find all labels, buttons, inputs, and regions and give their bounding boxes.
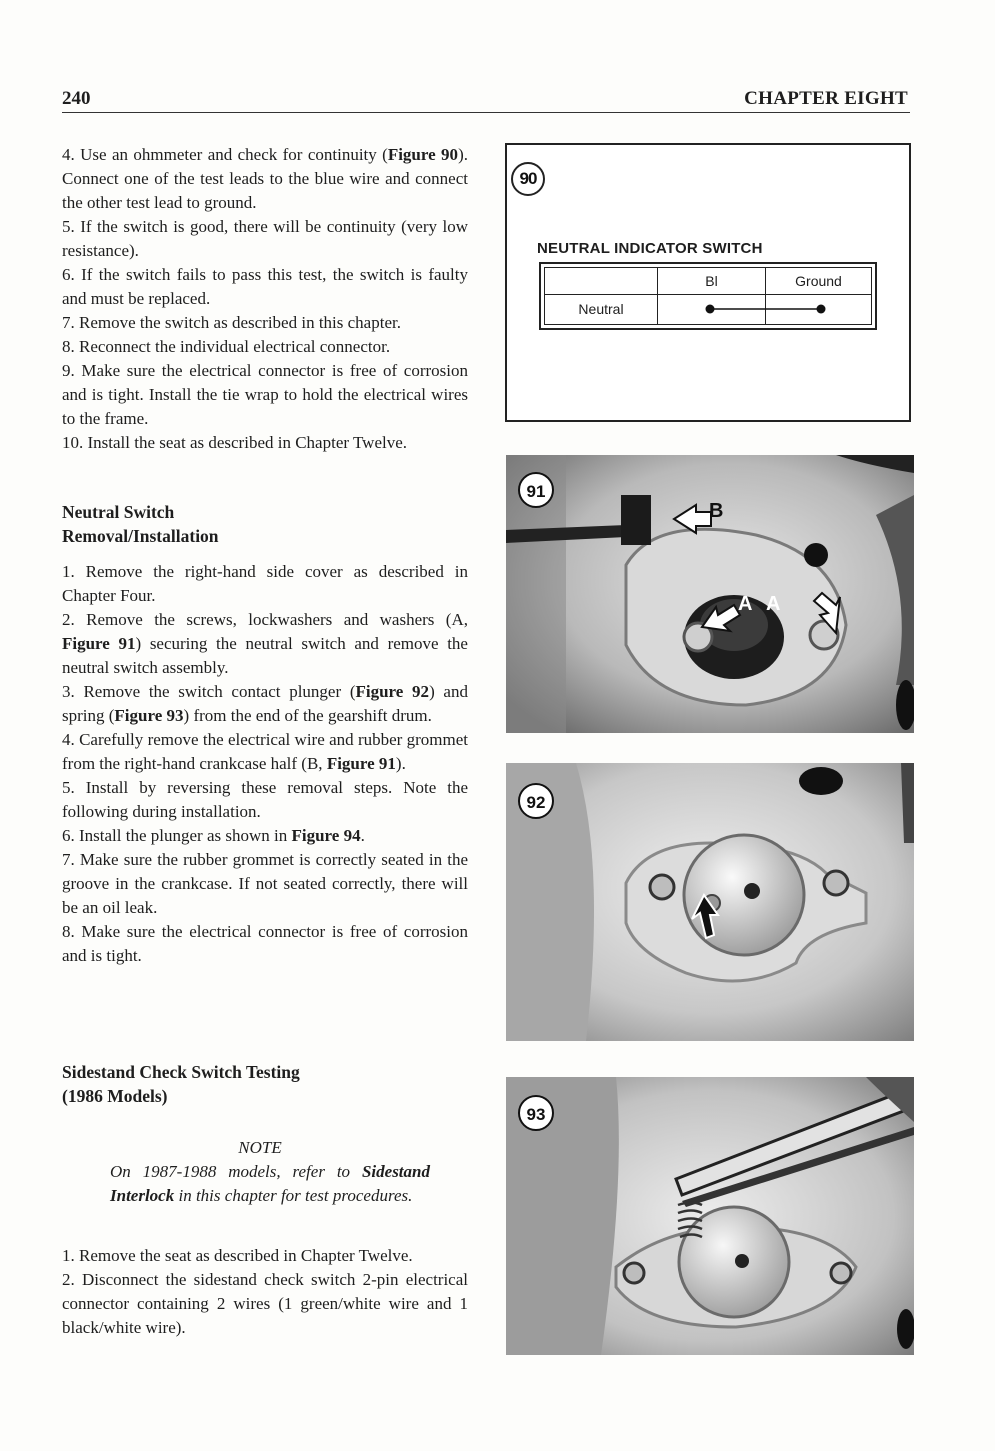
step-8-intro: 8. Reconnect the individual electrical connector. [62,337,391,356]
sidestand-section [62,1060,468,1108]
neutral-switch-section [62,500,468,968]
removal-step-5: 5. Install by reversing these removal steps. Note the following during installation. [62,778,468,821]
section2-heading-line2: (1986 Models) [62,1086,168,1106]
note-body: On 1987-1988 models, refer to Sidestand Interlock in this chapter for test procedures. [110,1162,430,1205]
column-header-bl: Bl [705,273,718,289]
removal-step-8: 8. Make sure the electrical connector is free of corrosion and is tight. [62,922,468,965]
row-label-neutral: Neutral [578,301,624,317]
step-5-intro: 5. If the switch is good, there will be continuity (very low resistance). [62,217,468,260]
removal-step-3: 3. Remove the switch contact plunger (Figure 92) and spring (Figure 93) from the end of the gearshift drum. [62,682,468,725]
note-title: NOTE [238,1138,282,1157]
callout-a-right: A [766,593,781,615]
figure-91-photo [506,455,914,733]
removal-step-7: 7. Make sure the rubber grommet is correctly seated in the groove in the crankcase. If not seated correctly, there will be an oil leak. [62,850,468,917]
sidestand-step-2: 2. Disconnect the sidestand check switch 2-pin electrical connector containing 2 wires (1 green/white wire and 1 black/white wire). [62,1270,468,1337]
plunger-photo [506,763,914,1041]
section-heading-line1: Neutral Switch [62,502,175,522]
continuity-table [539,262,877,330]
callout-a-left: A [738,593,753,615]
section2-heading-line1: Sidestand Check Switch Testing [62,1062,300,1082]
section-heading-line2: Removal/Installation [62,526,219,546]
step-9-intro: 9. Make sure the electrical connector is free of corrosion and is tight. Install the tie wrap to hold the electrical wires to the frame. [62,361,468,428]
note-block [110,1136,430,1208]
continuity-connection-line [545,295,871,323]
spring-photo [506,1077,914,1355]
figure-91-number: 91 [526,482,546,501]
figure-92-number: 92 [526,793,546,812]
figure-93-photo [506,1077,914,1355]
intro-steps [62,143,468,455]
step-4-intro: 4. Use an ohmmeter and check for continuity (Figure 90). Connect one of the test leads to the blue wire and connect the other test lead to ground. [62,145,468,212]
removal-step-6: 6. Install the plunger as shown in Figure 94. [62,826,365,845]
step-7-intro: 7. Remove the switch as described in this chapter. [62,313,401,332]
neutral-switch-photo [506,455,914,733]
figure-90-number: 90 [511,162,545,196]
page-number: 240 [62,88,91,109]
figure-90 [505,143,911,422]
callout-b: B [709,500,724,522]
column-header-ground: Ground [795,273,842,289]
sidestand-step-1: 1. Remove the seat as described in Chapter Twelve. [62,1246,413,1265]
figure-90-title: NEUTRAL INDICATOR SWITCH [537,240,763,257]
continuity-table-inner [544,267,872,325]
sidestand-steps [62,1244,468,1340]
figure-93-number: 93 [526,1105,546,1124]
chapter-title: CHAPTER EIGHT [744,88,908,109]
step-10-intro: 10. Install the seat as described in Chapter Twelve. [62,433,408,452]
step-6-intro: 6. If the switch fails to pass this test, the switch is faulty and must be replaced. [62,265,468,308]
removal-step-1: 1. Remove the right-hand side cover as described in Chapter Four. [62,562,468,605]
removal-step-2: 2. Remove the screws, lockwashers and washers (A, Figure 91) securing the neutral switch and remove the neutral switch assembly. [62,610,468,677]
header-rule [62,112,910,113]
figure-92-photo [506,763,914,1041]
removal-step-4: 4. Carefully remove the electrical wire and rubber grommet from the right-hand crankcase half (B, Figure 91). [62,730,468,773]
